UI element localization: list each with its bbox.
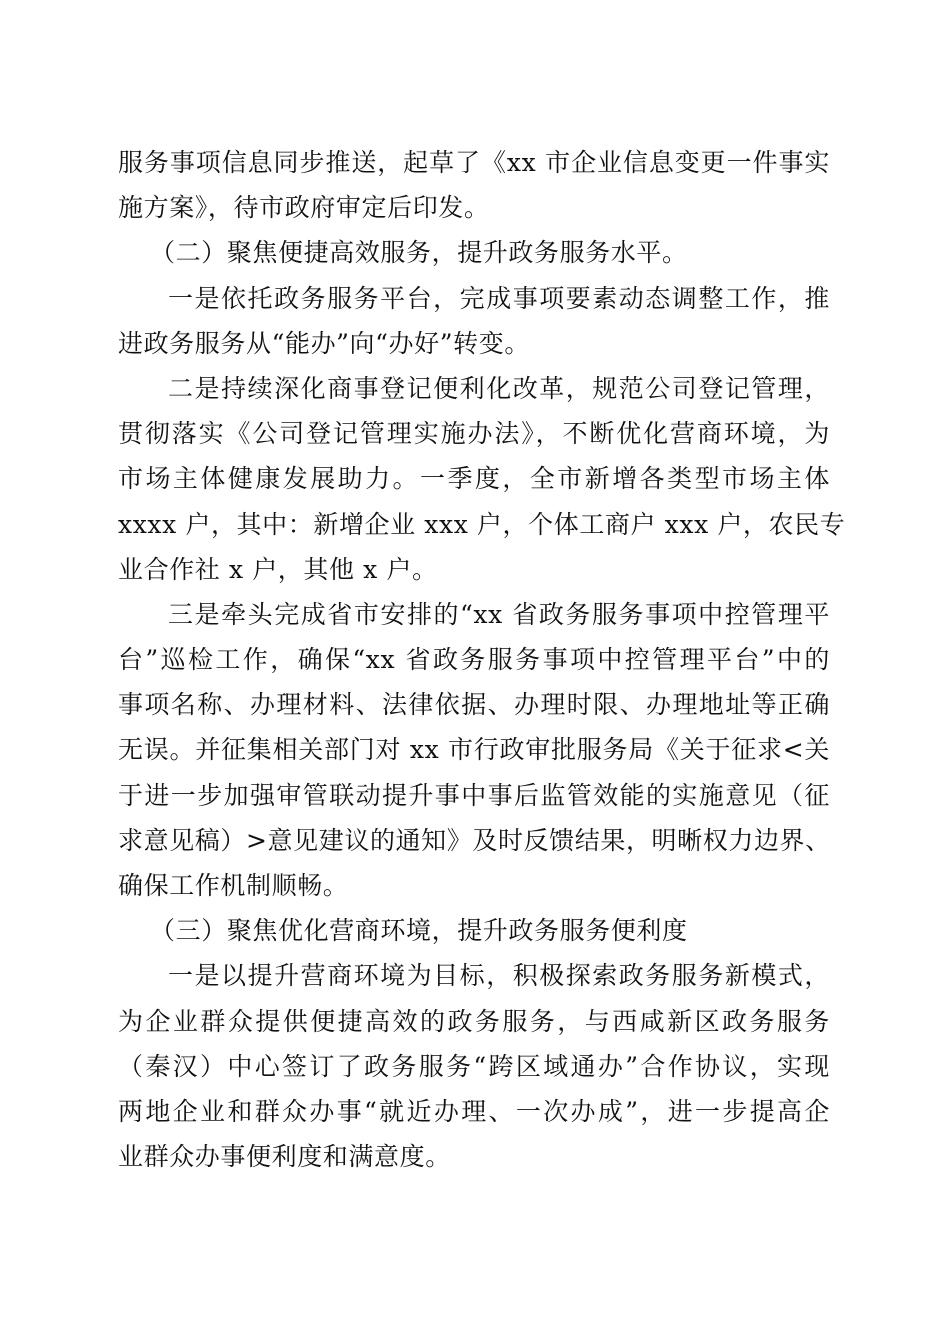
section-heading: （三）聚焦优化营商环境，提升政务服务便利度 — [150, 916, 688, 945]
text-line: 进政务服务从“能办”向“办好”转变。 — [118, 329, 530, 358]
text-line: 服务事项信息同步推送，起草了《xx 市企业信息变更一件事实 — [118, 148, 830, 177]
text-line: xxxx 户，其中：新增企业 xxx 户，个体工商户 xxx 户，农民专 — [118, 510, 846, 539]
text-line: 为企业群众提供便捷高效的政务服务，与西咸新区政务服务 — [118, 1007, 830, 1036]
text-line: 求意见稿）>意见建议的通知》及时反馈结果，明晰权力边界、 — [118, 826, 831, 855]
text-line: 二是持续深化商事登记便利化改革，规范公司登记管理， — [168, 374, 830, 403]
text-line: 台”巡检工作，确保“xx 省政务服务事项中控管理平台”中的 — [118, 645, 830, 674]
section-heading: （二）聚焦便捷高效服务，提升政务服务水平。 — [150, 238, 688, 267]
text-line: （秦汉）中心签订了政务服务“跨区域通办”合作协议，实现 — [118, 1052, 830, 1081]
text-line: 市场主体健康发展助力。一季度，全市新增各类型市场主体 — [118, 464, 830, 493]
text-line: 一是依托政务服务平台，完成事项要素动态调整工作，推 — [168, 284, 830, 313]
text-line: 施方案》，待市政府审定后印发。 — [118, 193, 490, 222]
text-line: 事项名称、办理材料、法律依据、办理时限、办理地址等正确 — [118, 690, 830, 719]
text-line: 业群众办事便利度和满意度。 — [118, 1142, 451, 1171]
text-line: 无误。并征集相关部门对 xx 市行政审批服务局《关于征求<关 — [118, 735, 830, 764]
text-line: 三是牵头完成省市安排的“xx 省政务服务事项中控管理平 — [168, 600, 830, 629]
text-line: 于进一步加强审管联动提升事中事后监管效能的实施意见（征 — [118, 781, 830, 810]
text-line: 一是以提升营商环境为目标，积极探索政务服务新模式， — [168, 961, 830, 990]
text-line: 业合作社 x 户，其他 x 户。 — [118, 555, 438, 584]
text-line: 确保工作机制顺畅。 — [118, 871, 349, 900]
text-line: 贯彻落实《公司登记管理实施办法》，不断优化营商环境，为 — [118, 419, 830, 448]
text-line: 两地企业和群众办事“就近办理、一次办成”，进一步提高企 — [118, 1097, 830, 1126]
